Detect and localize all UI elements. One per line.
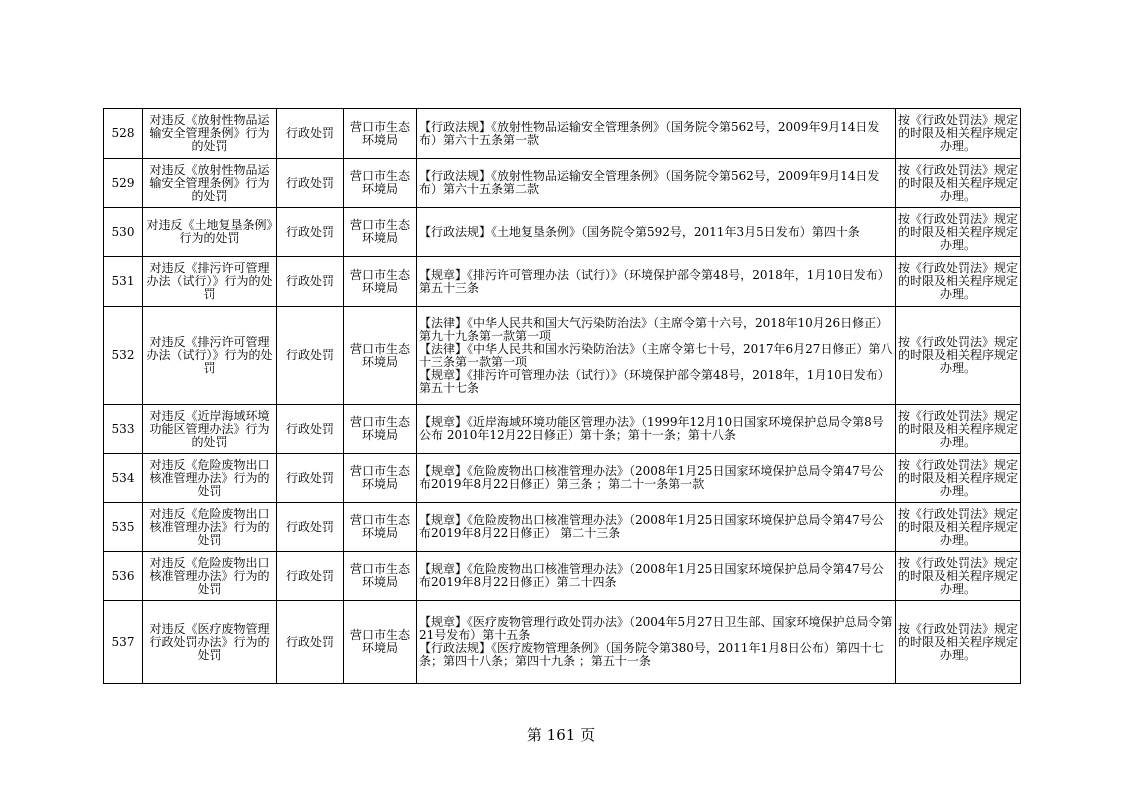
penalty-table-body xyxy=(104,109,1021,684)
legal-basis-line: 【法律】《中华人民共和国水污染防治法》（主席令第七十号，2017年6月27日修正）第八十三条第一款第一项 xyxy=(419,341,893,369)
row-number: 535 xyxy=(104,503,143,552)
legal-basis xyxy=(417,208,896,257)
implementing-agency: 营口市生态环境局 xyxy=(344,601,417,684)
legal-basis-line: 【行政法规】《放射性物品运输安全管理条例》（国务院令第562号，2009年9月14日发布）第六十五条第二款 xyxy=(419,169,880,196)
table-row xyxy=(104,159,1021,208)
power-type: 行政处罚 xyxy=(277,208,344,257)
power-type: 行政处罚 xyxy=(277,109,344,159)
item-name: 对违反《排污许可管理办法（试行）》行为的处罚 xyxy=(143,257,277,307)
legal-basis xyxy=(417,307,896,405)
legal-basis-line: 【规章】《危险废物出口核准管理办法》（2008年1月25日国家环境保护总局令第47号公布2019年8月22日修正）第三条 ；第二十一条第一款 xyxy=(419,464,884,491)
legal-basis xyxy=(417,454,896,503)
legal-basis-line: 【规章】《危险废物出口核准管理办法》（2008年1月25日国家环境保护总局令第47号公布2019年8月22日修正）第二十四条 xyxy=(419,562,884,589)
procedure: 按《行政处罚法》规定的时限及相关程序规定办理。 xyxy=(896,159,1021,208)
power-type: 行政处罚 xyxy=(277,405,344,454)
power-type: 行政处罚 xyxy=(277,257,344,307)
item-name: 对违反《排污许可管理办法（试行）》行为的处罚 xyxy=(143,307,277,405)
row-number: 534 xyxy=(104,454,143,503)
legal-basis-line: 【规章】《排污许可管理办法（试行）》（环境保护部令第48号，2018年，1月10日发布）第五十三条 xyxy=(419,267,890,295)
penalty-table xyxy=(103,108,1021,684)
row-number: 537 xyxy=(104,601,143,684)
procedure: 按《行政处罚法》规定的时限及相关程序规定办理。 xyxy=(896,257,1021,307)
procedure: 按《行政处罚法》规定的时限及相关程序规定办理。 xyxy=(896,307,1021,405)
implementing-agency: 营口市生态环境局 xyxy=(344,405,417,454)
power-type: 行政处罚 xyxy=(277,503,344,552)
implementing-agency: 营口市生态环境局 xyxy=(344,454,417,503)
legal-basis xyxy=(417,159,896,208)
legal-basis-line: 【行政法规】《土地复垦条例》（国务院令第592号，2011年3月5日发布）第四十条 xyxy=(419,224,860,239)
item-name: 对违反《放射性物品运输安全管理条例》行为的处罚 xyxy=(143,159,277,208)
procedure: 按《行政处罚法》规定的时限及相关程序规定办理。 xyxy=(896,208,1021,257)
item-name: 对违反《近岸海域环境功能区管理办法》行为的处罚 xyxy=(143,405,277,454)
item-name: 对违反《危险废物出口核准管理办法》行为的处罚 xyxy=(143,503,277,552)
power-type: 行政处罚 xyxy=(277,552,344,601)
legal-basis-line: 【行政法规】《放射性物品运输安全管理条例》（国务院令第562号，2009年9月14日发布）第六十五条第一款 xyxy=(419,119,880,147)
item-name: 对违反《危险废物出口核准管理办法》行为的处罚 xyxy=(143,552,277,601)
row-number: 533 xyxy=(104,405,143,454)
legal-basis xyxy=(417,257,896,307)
implementing-agency: 营口市生态环境局 xyxy=(344,307,417,405)
legal-basis xyxy=(417,601,896,684)
legal-basis xyxy=(417,503,896,552)
legal-basis xyxy=(417,552,896,601)
table-row xyxy=(104,601,1021,684)
table-row xyxy=(104,257,1021,307)
row-number: 536 xyxy=(104,552,143,601)
legal-basis-line: 【规章】《排污许可管理办法（试行）》（环境保护部令第48号，2018年，1月10日发布）第五十七条 xyxy=(419,367,890,395)
power-type: 行政处罚 xyxy=(277,159,344,208)
item-name: 对违反《医疗废物管理行政处罚办法》行为的处罚 xyxy=(143,601,277,684)
item-name: 对违反《危险废物出口核准管理办法》行为的处罚 xyxy=(143,454,277,503)
procedure: 按《行政处罚法》规定的时限及相关程序规定办理。 xyxy=(896,503,1021,552)
legal-basis-line: 【行政法规】《医疗废物管理条例》（国务院令第380号，2011年1月8日公布）第四十七条；第四十八条；第四十九条 ；第五十一条 xyxy=(419,641,884,668)
legal-basis xyxy=(417,405,896,454)
power-type: 行政处罚 xyxy=(277,307,344,405)
row-number: 531 xyxy=(104,257,143,307)
procedure: 按《行政处罚法》规定的时限及相关程序规定办理。 xyxy=(896,601,1021,684)
page-number: 第 161 页 xyxy=(526,726,596,744)
table-row xyxy=(104,405,1021,454)
item-name: 对违反《土地复垦条例》行为的处罚 xyxy=(143,208,277,257)
table-row xyxy=(104,208,1021,257)
table-row xyxy=(104,503,1021,552)
row-number: 528 xyxy=(104,109,143,159)
legal-basis-line: 【规章】《危险废物出口核准管理办法》（2008年1月25日国家环境保护总局令第47号公布2019年8月22日修正） 第二十三条 xyxy=(419,513,884,540)
table-row xyxy=(104,307,1021,405)
item-name: 对违反《放射性物品运输安全管理条例》行为的处罚 xyxy=(143,109,277,159)
implementing-agency: 营口市生态环境局 xyxy=(344,208,417,257)
implementing-agency: 营口市生态环境局 xyxy=(344,257,417,307)
procedure: 按《行政处罚法》规定的时限及相关程序规定办理。 xyxy=(896,552,1021,601)
legal-basis-line: 【法律】《中华人民共和国大气污染防治法》（主席令第十六号，2018年10月26日修正）第九十九条第一款第一项 xyxy=(419,315,889,343)
legal-basis xyxy=(417,109,896,159)
implementing-agency: 营口市生态环境局 xyxy=(344,552,417,601)
implementing-agency: 营口市生态环境局 xyxy=(344,503,417,552)
procedure: 按《行政处罚法》规定的时限及相关程序规定办理。 xyxy=(896,405,1021,454)
row-number: 530 xyxy=(104,208,143,257)
table-row xyxy=(104,109,1021,159)
legal-basis-line: 【规章】《近岸海域环境功能区管理办法》（1999年12月10日国家环境保护总局令第8号公布 2010年12月22日修正）第十条；第十一条；第十八条 xyxy=(419,415,884,442)
legal-basis-line: 【规章】《医疗废物管理行政处罚办法》（2004年5月27日卫生部、国家环境保护总局令第21号发布）第十五条 xyxy=(419,615,893,642)
implementing-agency: 营口市生态环境局 xyxy=(344,109,417,159)
table-row xyxy=(104,454,1021,503)
row-number: 529 xyxy=(104,159,143,208)
procedure: 按《行政处罚法》规定的时限及相关程序规定办理。 xyxy=(896,109,1021,159)
table-row xyxy=(104,552,1021,601)
power-type: 行政处罚 xyxy=(277,454,344,503)
implementing-agency: 营口市生态环境局 xyxy=(344,159,417,208)
row-number: 532 xyxy=(104,307,143,405)
power-type: 行政处罚 xyxy=(277,601,344,684)
procedure: 按《行政处罚法》规定的时限及相关程序规定办理。 xyxy=(896,454,1021,503)
